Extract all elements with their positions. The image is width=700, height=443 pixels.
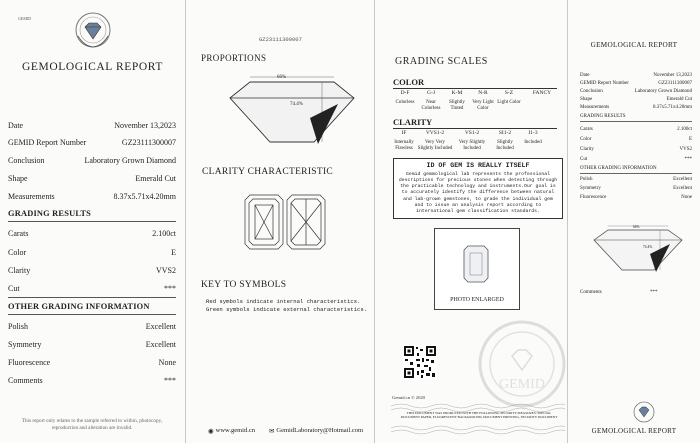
row-label: Measurements: [8, 192, 55, 201]
summary-row-fluorescence: [580, 195, 692, 200]
row-value: Excellent: [673, 186, 692, 191]
row-label: Fluorescence: [580, 195, 607, 200]
report-title: GEMOLOGICAL REPORT: [22, 61, 163, 73]
divider: [8, 314, 176, 315]
row-value: Excellent: [673, 177, 692, 182]
clarity-plot-diagram: [244, 193, 326, 253]
info-row-measurements: [8, 192, 176, 201]
row-label: Conclusion: [8, 156, 45, 165]
summary-row-clarity: [580, 147, 692, 152]
row-value: None: [681, 195, 692, 200]
divider: [185, 0, 186, 443]
row-value: 2.100ct: [677, 127, 692, 132]
row-value: 2.100ct: [152, 229, 176, 238]
grading-row-clarity: [8, 266, 176, 275]
grading-scales-heading: GRADING SCALES: [395, 56, 488, 67]
other-row-fluorescence: [8, 358, 176, 367]
row-value: ***: [684, 157, 692, 162]
grading-results-heading: GRADING RESULTS: [8, 209, 91, 218]
summary-title: GEMOLOGICAL REPORT: [590, 41, 678, 49]
id-box-text: Gemid gemmological lab represents the professional descriptions for precious stones when detecting through the practicable technology and instruments.Our goal is to accurately identify the difference between natural and lab-grown gemstones, to grade the individual gem and to issue an analysis report according to international gem classification standards.: [398, 172, 558, 214]
row-label: Date: [8, 121, 24, 130]
row-label: Clarity: [8, 266, 31, 275]
copyright-note: Gemid.cn © 2020: [392, 395, 425, 400]
proportions-diagram: [222, 70, 362, 150]
summary-row-carats: [580, 127, 692, 132]
row-value: GZ23111300007: [658, 81, 692, 86]
divider: [8, 221, 176, 222]
row-value: None: [158, 358, 176, 367]
row-value: VVS2: [155, 266, 176, 275]
website-link[interactable]: www.gemid.cn: [215, 427, 255, 434]
clarity-grade: IF: [401, 130, 407, 136]
row-value: ***: [164, 376, 176, 385]
row-label: Symmetry: [8, 340, 42, 349]
other-row-comments: [8, 376, 176, 385]
key-red-note: Red symbols indicate internal characteristics.: [206, 298, 361, 305]
summary-grading-heading: GRADING RESULTS: [580, 114, 626, 119]
divider: [8, 297, 176, 298]
row-label: Shape: [580, 97, 593, 102]
row-value: ***: [164, 284, 176, 293]
grading-row-color: [8, 248, 176, 257]
contact-line: [208, 427, 363, 435]
row-label: GEMID Report Number: [8, 138, 87, 147]
summary-row-polish: [580, 177, 692, 182]
summary-row-symmetry: [580, 186, 692, 191]
info-row-date: [8, 121, 176, 130]
row-label: Color: [8, 248, 27, 257]
clarity-grade: I1-3: [528, 130, 538, 136]
gemid-logo: [632, 400, 656, 424]
row-value: November 13,2023: [114, 121, 176, 130]
row-value: Laboratory Grown Diamond: [634, 89, 692, 94]
photo-frame: [434, 228, 520, 310]
disclaimer: This report only relates to the sample referred to within, photocopy, reproduction and alteration are invalid.: [21, 418, 163, 432]
divider: [567, 0, 568, 443]
summary-row-cut: [580, 157, 692, 162]
row-value: Emerald Cut: [666, 97, 692, 102]
row-value: Emerald Cut: [135, 174, 176, 183]
id-of-gem-box: [393, 158, 563, 219]
row-label: Clarity: [580, 147, 594, 152]
divider: [580, 121, 692, 122]
report-number: GZ23111300007: [259, 36, 302, 43]
color-grade: G-J: [427, 90, 435, 96]
row-value: GZ23111300007: [121, 138, 176, 147]
row-label: Measurements: [580, 105, 610, 110]
svg-text:GEMID: GEMID: [499, 377, 545, 392]
color-grade: K-M: [451, 90, 463, 96]
summary-proportions-diagram: [590, 222, 686, 274]
row-label: Date: [580, 73, 590, 78]
row-value: Excellent: [145, 322, 176, 331]
summary-row-conclusion: [580, 89, 692, 94]
summary-row-color: [580, 137, 692, 142]
row-label: Shape: [8, 174, 28, 183]
divider: [580, 173, 692, 174]
proportions-heading: PROPORTIONS: [201, 53, 267, 63]
summary-row-measurements: [580, 105, 692, 110]
summary-comments-value: ***: [650, 290, 658, 295]
color-grade: FANCY: [532, 90, 552, 96]
row-label: Comments: [8, 376, 43, 385]
other-row-symmetry: [8, 340, 176, 349]
row-label: Carats: [580, 127, 593, 132]
gemid-logo: [72, 10, 114, 50]
color-desc: Very Light Color: [472, 100, 494, 111]
row-value: E: [171, 248, 176, 257]
row-label: Carats: [8, 229, 29, 238]
clarity-desc: Included: [524, 140, 542, 145]
clarity-scale-table: [393, 128, 557, 129]
row-label: GEMID Report Number: [580, 81, 629, 86]
row-label: Color: [580, 137, 592, 142]
color-desc: Slightly Tinted: [449, 100, 465, 111]
row-value: Laboratory Grown Diamond: [84, 156, 176, 165]
qr-code[interactable]: [403, 345, 437, 379]
color-scale-heading: COLOR: [393, 77, 425, 87]
clarity-desc: Very Slightly Included: [458, 140, 486, 151]
row-label: Fluorescence: [8, 358, 51, 367]
row-value: E: [688, 137, 692, 142]
key-to-symbols-heading: KEY TO SYMBOLS: [201, 280, 287, 290]
color-grade: N-R: [478, 90, 488, 96]
mail-icon: ✉: [268, 428, 275, 435]
clarity-grade: VVS1-2: [425, 130, 445, 136]
row-label: Symmetry: [580, 186, 601, 191]
clarity-desc: Slightly Included: [496, 140, 514, 151]
other-grading-heading: OTHER GRADING INFORMATION: [8, 302, 150, 311]
photo-caption: PHOTO ENLARGED: [450, 297, 504, 303]
globe-icon: ◉: [208, 428, 214, 435]
color-desc: Near Colorless: [421, 100, 441, 111]
key-green-note: Green symbols indicate external characteristics.: [206, 306, 368, 313]
info-row-conclusion: [8, 156, 176, 165]
clarity-scale-heading: CLARITY: [393, 117, 433, 127]
clarity-desc: Very Very Slightly Included: [417, 140, 453, 151]
grading-row-cut: [8, 284, 176, 293]
info-row-report-number: [8, 138, 176, 147]
row-label: Cut: [580, 157, 588, 162]
row-value: 8.37x5.71x4.20mm: [113, 192, 176, 201]
email-link[interactable]: GemidLaboratory@Hotmail.com: [276, 427, 364, 434]
summary-table-percentage: 66%: [633, 225, 640, 229]
info-row-shape: [8, 174, 176, 183]
grading-row-carats: [8, 229, 176, 238]
summary-row-report-number: [580, 81, 692, 86]
color-grade: S-Z: [504, 90, 514, 96]
row-label: Polish: [8, 322, 29, 331]
id-box-title: ID OF GEM IS REALLY ITSELF: [426, 162, 530, 169]
row-label: Cut: [8, 284, 20, 293]
clarity-characteristic-heading: CLARITY CHARACTERISTIC: [202, 167, 334, 177]
summary-depth-percentage: 74.4%: [643, 245, 653, 249]
summary-row-date: [580, 73, 692, 78]
clarity-grade: SI1-2: [498, 130, 512, 136]
depth-percentage: 74.4%: [290, 102, 303, 107]
color-desc: Colorless: [395, 100, 415, 105]
gemid-watermark-seal: [478, 320, 566, 408]
logo-text: GEMID: [18, 16, 32, 21]
table-percentage: 66%: [277, 75, 287, 80]
row-label: Conclusion: [580, 89, 603, 94]
diamond-photo: [463, 245, 489, 283]
clarity-desc: Internally Flawless: [394, 140, 414, 151]
color-desc: Light Color: [497, 100, 521, 105]
divider: [374, 0, 375, 443]
summary-comments-label: Comments: [580, 290, 602, 295]
summary-footer-title: GEMOLOGICAL REPORT: [591, 427, 677, 435]
other-row-polish: [8, 322, 176, 331]
summary-row-shape: [580, 97, 692, 102]
row-label: Polish: [580, 177, 593, 182]
summary-other-heading: OTHER GRADING INFORMATION: [580, 166, 657, 171]
row-value: Excellent: [145, 340, 176, 349]
row-value: 8.37x5.71x4.20mm: [652, 105, 692, 110]
color-grade: D-F: [400, 90, 410, 96]
row-value: VVS2: [679, 147, 692, 152]
security-note: THIS DOCUMENT WAS PRODUCED WITH THE FOLLOWING SECURITY MEASURES: SPECIAL DOCUMENT PAPER, FLUORESCENT BACKGROUND, DOCUMENT PRINTING, SECURITY DOCUMENT: [400, 411, 558, 420]
clarity-grade: VS1-2: [464, 130, 480, 136]
row-value: November 13,2023: [653, 73, 692, 78]
